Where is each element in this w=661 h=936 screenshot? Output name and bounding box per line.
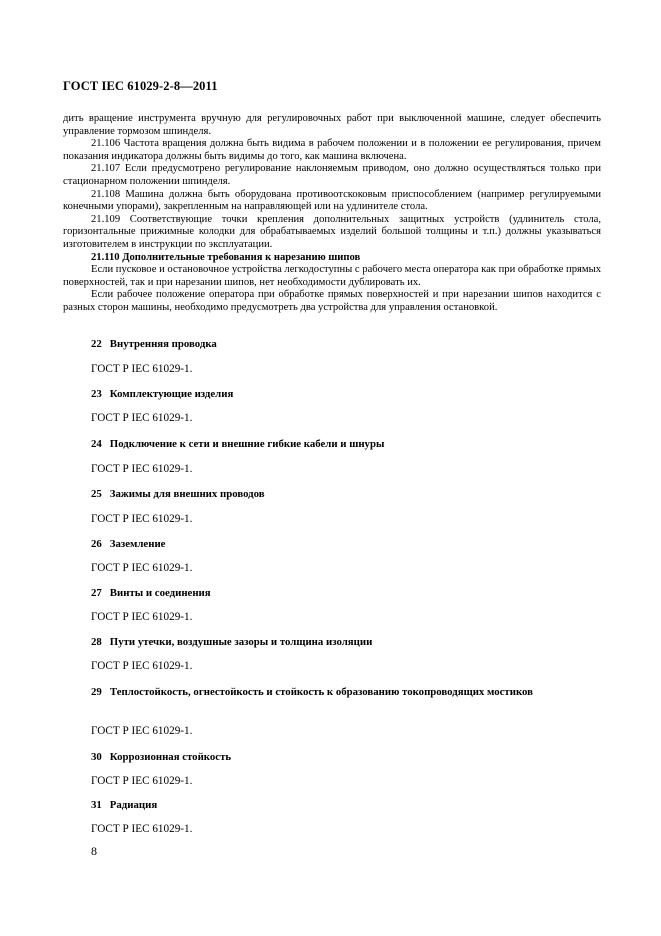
section-reference: ГОСТ Р IEC 61029-1. [91, 363, 193, 375]
paragraph-21-106: 21.106 Частота вращения должна быть видима в рабочем положении и в положении ее регулирования, причем показания индикатора должны быть видимы до того, как машина включена. [63, 138, 601, 162]
section-heading-25: 25 Зажимы для внешних проводов [91, 488, 265, 500]
page-header: ГОСТ IEC 61029-2-8—2011 [63, 79, 218, 93]
subclause-21-110-heading: 21.110 Дополнительные требования к нарезанию шипов [91, 251, 361, 263]
section-heading-28: 28 Пути утечки, воздушные зазоры и толщина изоляции [91, 636, 373, 648]
paragraph-continuation: дить вращение инструмента вручную для регулировочных работ при выключенной машине, следует обеспечить управление тормозом шпинделя. [63, 113, 601, 137]
paragraph-21-108: 21.108 Машина должна быть оборудована противоотскоковым приспособлением (например регулируемыми конечными упорами), закрепленным на направляющей или на удлинителе стола. [63, 188, 601, 213]
section-reference: ГОСТ Р IEC 61029-1. [91, 823, 193, 835]
section-reference: ГОСТ Р IEC 61029-1. [91, 611, 193, 623]
section-heading-30: 30 Коррозионная стойкость [91, 751, 232, 763]
paragraph-21-109: 21.109 Соответствующие точки крепления дополнительных защитных устройств (удлинитель стола, горизонтальные прижимные колодки для обрабатываемых изделий большой толщины и т.п.) должны указываться изготовителем в инструкции по эксплуатации. [63, 213, 601, 250]
section-heading-31: 31 Радиация [91, 799, 158, 811]
subclause-paragraph: Если пусковое и остановочное устройства легкодоступны с рабочего места оператора как при обработке прямых поверхностей, так и при нарезании шипов, нет необходимости дублировать их. [63, 264, 601, 288]
section-reference: ГОСТ Р IEC 61029-1. [91, 463, 193, 475]
section-reference: ГОСТ Р IEC 61029-1. [91, 725, 193, 737]
section-reference: ГОСТ Р IEC 61029-1. [91, 412, 193, 424]
section-reference: ГОСТ Р IEC 61029-1. [91, 513, 193, 525]
section-reference: ГОСТ Р IEC 61029-1. [91, 775, 193, 787]
section-heading-27: 27 Винты и соединения [91, 587, 211, 599]
section-heading-23: 23 Комплектующие изделия [91, 388, 234, 400]
section-heading-29: 29 Теплостойкость, огнестойкость и стойкость к образованию токопроводящих мостиков [91, 686, 533, 698]
section-heading-22: 22 Внутренняя проводка [91, 338, 217, 350]
section-heading-24: 24 Подключение к сети и внешние гибкие кабели и шнуры [91, 438, 385, 450]
section-reference: ГОСТ Р IEC 61029-1. [91, 660, 193, 672]
subclause-paragraph: Если рабочее положение оператора при обработке прямых поверхностей и при нарезании шипов находится с разных сторон машины, необходимо предусмотреть два устройства для управления остановкой. [63, 289, 601, 313]
intro-text [63, 113, 601, 315]
section-heading-26: 26 Заземление [91, 538, 166, 550]
section-reference: ГОСТ Р IEC 61029-1. [91, 562, 193, 574]
paragraph-21-107: 21.107 Если предусмотрено регулирование наклоняемым приводом, оно должно осуществляться только при стационарном положении шпинделя. [63, 163, 601, 187]
page-number: 8 [91, 844, 97, 858]
